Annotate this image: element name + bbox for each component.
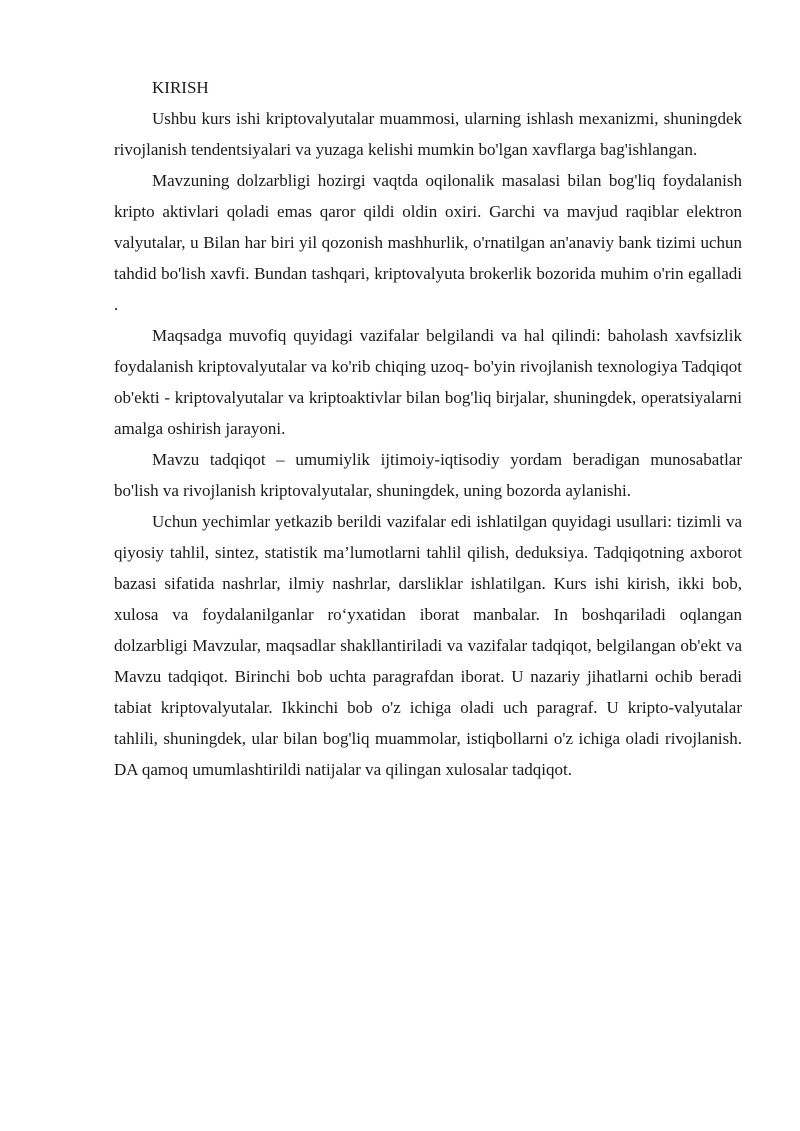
paragraph-intro: Ushbu kurs ishi kriptovalyutalar muammosi, ularning ishlash mexanizmi, shuningdek rivojlanish tendentsiyalari va yuzaga kelishi mumkin bo'lgan xavflarga bag'ishlangan. <box>114 109 742 159</box>
paragraph-relevance: Mavzuning dolzarbligi hozirgi vaqtda oqilonalik masalasi bilan bog'liq foydalanish kripto aktivlari qoladi emas qaror qildi oldin oxiri. Garchi va mavjud raqiblar elektron valyutalar, u Bilan har biri yil qozonish mashhurlik, o'rnatilgan an'anaviy bank tizimi uchun tahdid bo'lish xavfi. Bundan tashqari, kriptovalyuta brokerlik bozorida muhim o'rin egalladi . <box>114 171 742 314</box>
paragraph-subject: Mavzu tadqiqot – umumiylik ijtimoiy-iqtisodiy yordam beradigan munosabatlar bo'lish va rivojlanish kriptovalyutalar, shuningdek, uning bozorda aylanishi. <box>114 450 742 500</box>
section-heading: KIRISH <box>152 78 209 97</box>
paragraph-methods-structure: Uchun yechimlar yetkazib berildi vazifalar edi ishlatilgan quyidagi usullari: tizimli va qiyosiy tahlil, sintez, statistik ma’lumotlarni tahlil qilish, deduksiya. Tadqiqotning axborot bazasi sifatida nashrlar, ilmiy nashrlar, darsliklar ishlatilgan. Kurs ishi kirish, ikki bob, xulosa va foydalanilganlar ro‘yxatidan iborat manbalar. In boshqariladi oqlangan dolzarbligi Mavzular, maqsadlar shakllantiriladi va vazifalar tadqiqot, belgilangan ob'ekt va Mavzu tadqiqot. Birinchi bob uchta paragrafdan iborat. U nazariy jihatlarni ochib beradi tabiat kriptovalyutalar. Ikkinchi bob o'z ichiga oladi uch paragraf. U kripto-valyutalar tahlili, shuningdek, ular bilan bog'liq muammolar, istiqbollarni o'z ichiga oladi rivojlanish. DA qamoq umumlashtirildi natijalar va qilingan xulosalar tadqiqot. <box>114 512 742 779</box>
paragraph-objectives: Maqsadga muvofiq quyidagi vazifalar belgilandi va hal qilindi: baholash xavfsizlik foydalanish kriptovalyutalar va ko'rib chiqing uzoq- bo'yin rivojlanish texnologiya Tadqiqot ob'ekti - kriptovalyutalar va kriptoaktivlar bilan bog'liq birjalar, shuningdek, operatsiyalarni amalga oshirish jarayoni. <box>114 326 742 438</box>
document-body <box>114 72 742 785</box>
